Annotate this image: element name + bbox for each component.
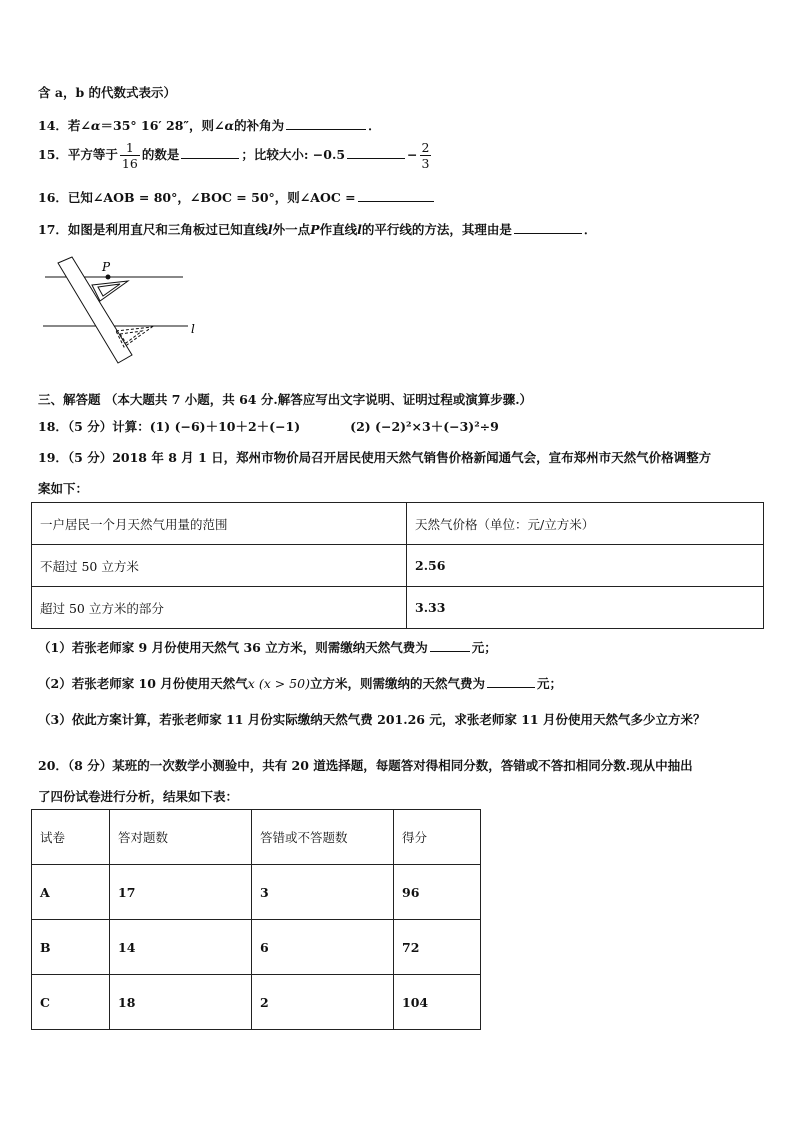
q14-end: ． <box>368 118 381 133</box>
q15-fraction-numerator: 1 <box>120 140 140 156</box>
question-19-2 <box>38 674 562 692</box>
q17-end: ． <box>583 222 597 237</box>
q15-fraction-denominator: 16 <box>121 156 138 171</box>
test-score-table <box>31 809 481 1030</box>
q14-alpha: α <box>90 118 101 133</box>
q17-mid: 外一点 <box>272 222 311 237</box>
table-header-cell: 试卷 <box>32 810 110 865</box>
intro-text: 含 a，b 的代数式表示） <box>38 85 177 100</box>
q15-neg: − <box>407 147 418 162</box>
point-p-label: P <box>102 260 111 274</box>
table-row <box>32 587 764 629</box>
table-cell: 2.56 <box>407 545 764 587</box>
table-cell: A <box>32 865 110 920</box>
question-19-line-1: 19．（5 分）2018 年 8 月 1 日，郑州市物价局召开居民使用天然气销售价格新闻通气会，宣布郑州市天然气价格调整方 <box>38 450 712 465</box>
question-18 <box>38 417 499 435</box>
question-16 <box>38 188 436 206</box>
table-header-cell: 答错或不答题数 <box>252 810 394 865</box>
table-header-cell: 答对题数 <box>110 810 252 865</box>
q19-1-text: （1）若张老师家 9 月份使用天然气 36 立方米，则需缴纳天然气费为 <box>38 640 428 655</box>
q15-fraction-2-denominator: 3 <box>421 156 430 171</box>
q15-fraction <box>120 140 140 171</box>
q19-1-answer-blank[interactable] <box>430 639 470 652</box>
table-row <box>32 975 481 1030</box>
q15-mid: 的数是 <box>141 147 180 162</box>
question-15 <box>38 140 433 171</box>
table-row <box>32 503 764 545</box>
q18-part-1: 18．（5 分）计算：(1) (−6)＋10＋2＋(−1) <box>38 419 301 434</box>
point-p <box>106 275 111 280</box>
question-19-1 <box>38 638 497 656</box>
q15-prefix: 15．平方等于 <box>38 147 118 162</box>
q15-compare: ；比较大小: −0.5 <box>241 147 346 162</box>
q14-alpha-2: α <box>224 118 235 133</box>
q17-answer-blank[interactable] <box>514 221 582 234</box>
question-19-3: （3）依此方案计算，若张老师家 11 月份实际缴纳天然气费 201.26 元，求张老师家 11 月份使用天然气多少立方米？ <box>38 712 706 727</box>
question-14 <box>38 116 381 134</box>
line-l-label: l <box>191 322 195 336</box>
table-cell: 17 <box>110 865 252 920</box>
q17-prefix: 17．如图是利用直尺和三角板过已知直线 <box>38 222 268 237</box>
ruler <box>58 257 132 363</box>
question-20-line-1: 20．（8 分）某班的一次数学小测验中，共有 20 道选择题，每题答对得相同分数，答错或不答扣相同分数.现从中抽出 <box>38 758 693 773</box>
gas-price-table <box>31 502 764 629</box>
q15-answer-blank-2[interactable] <box>347 146 405 159</box>
question-19-line-2: 案如下： <box>38 481 89 496</box>
table-cell: B <box>32 920 110 975</box>
table-cell: 3 <box>252 865 394 920</box>
q14-post: 的补角为 <box>234 118 285 133</box>
table-cell: 72 <box>394 920 481 975</box>
q14-prefix: 14．若∠ <box>38 118 91 133</box>
q16-text: 16．已知∠AOB = 80°，∠BOC = 50°，则∠AOC = <box>38 190 356 205</box>
q19-2-post: 元； <box>536 676 562 691</box>
q19-2-expression: x (x > 50) <box>247 676 310 691</box>
q14-mid: ＝35° 16′ 28″，则∠ <box>100 118 225 133</box>
table-cell: 96 <box>394 865 481 920</box>
table-cell: C <box>32 975 110 1030</box>
q17-mid-2: 作直线 <box>319 222 358 237</box>
q19-2-mid: 立方米，则需缴纳的天然气费为 <box>309 676 485 691</box>
q17-point-p: P <box>310 222 320 237</box>
q19-2-text: （2）若张老师家 10 月份使用天然气 <box>38 676 248 691</box>
table-cell: 超过 50 立方米的部分 <box>32 587 407 629</box>
table-row <box>32 810 481 865</box>
q15-fraction-2 <box>420 140 432 171</box>
question-20-line-2: 了四份试卷进行分析，结果如下表： <box>38 789 239 804</box>
q17-post: 的平行线的方法，其理由是 <box>361 222 512 237</box>
table-cell: 18 <box>110 975 252 1030</box>
ruler-triangle-figure <box>40 255 220 370</box>
q15-fraction-2-numerator: 2 <box>421 140 430 155</box>
q14-answer-blank[interactable] <box>286 117 366 130</box>
table-row <box>32 545 764 587</box>
table-header-cell: 一户居民一个月天然气用量的范围 <box>32 503 407 545</box>
q19-1-post: 元； <box>471 640 497 655</box>
table-header-cell: 得分 <box>394 810 481 865</box>
section-3-heading: 三、解答题 （本大题共 7 小题，共 64 分.解答应写出文字说明、证明过程或演算步骤.） <box>38 392 533 407</box>
q15-answer-blank-1[interactable] <box>181 146 239 159</box>
table-row <box>32 865 481 920</box>
table-cell: 不超过 50 立方米 <box>32 545 407 587</box>
question-17 <box>38 220 596 238</box>
table-cell: 104 <box>394 975 481 1030</box>
table-cell: 3.33 <box>407 587 764 629</box>
q18-part-2: (2) (−2)²×3＋(−3)²÷9 <box>350 419 499 434</box>
table-header-cell: 天然气价格（单位：元/立方米） <box>407 503 764 545</box>
q17-line-l: l <box>267 222 273 237</box>
q19-2-answer-blank[interactable] <box>487 675 535 688</box>
table-cell: 2 <box>252 975 394 1030</box>
q17-line-l-2: l <box>357 222 362 237</box>
q16-answer-blank[interactable] <box>358 189 434 202</box>
table-cell: 6 <box>252 920 394 975</box>
table-row <box>32 920 481 975</box>
table-cell: 14 <box>110 920 252 975</box>
